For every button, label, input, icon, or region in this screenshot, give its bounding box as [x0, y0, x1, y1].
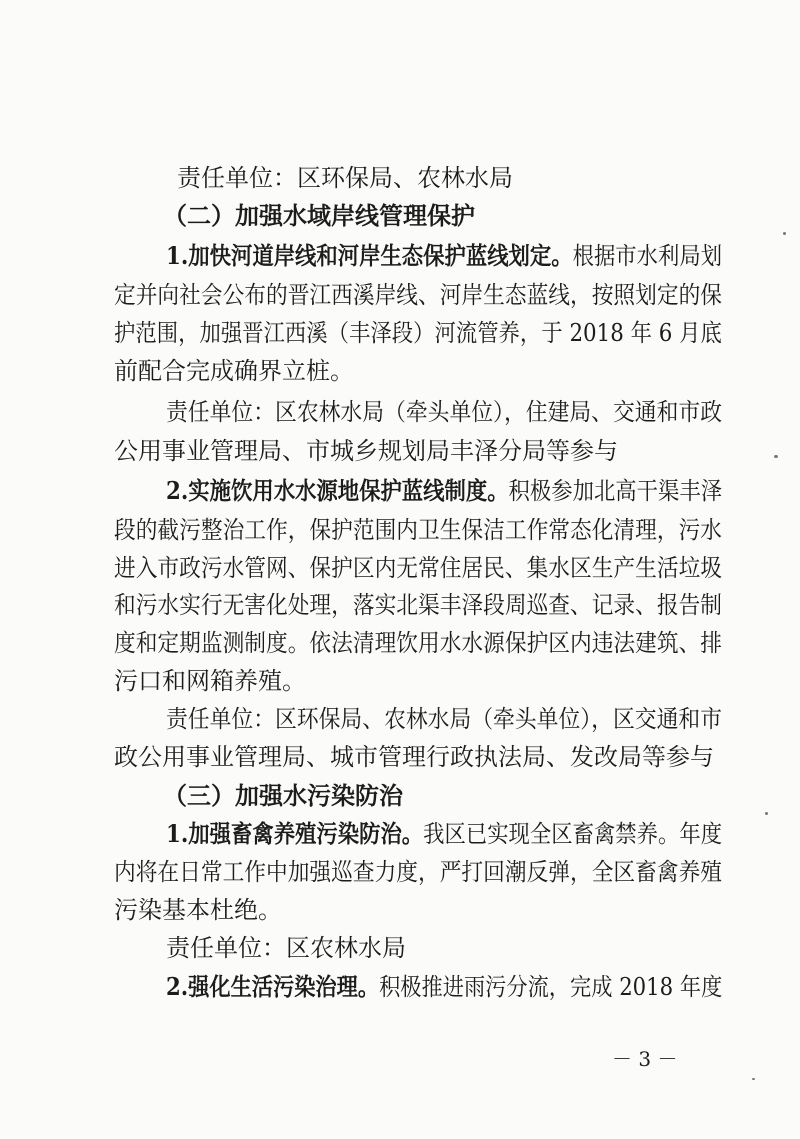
text-line: [166, 704, 722, 734]
line-text: 段的截污整治工作，保护范围内卫生保洁工作常态化清理，污水: [114, 516, 722, 544]
line-text: 根据市水利局划: [572, 242, 723, 270]
line-text: （二）加强水域岸线管理保护: [163, 201, 475, 230]
line-text: 责任单位：区环保局、农林水局（牵头单位），区交通和市: [166, 705, 722, 733]
text-line: [114, 280, 722, 310]
scan-speck: [765, 812, 768, 815]
item-heading: 1.加快河道岸线和河岸生态保护蓝线划定。: [166, 241, 573, 270]
text-line: [114, 628, 722, 658]
text-line: [177, 163, 513, 193]
text-line: [114, 436, 618, 466]
scan-speck: [752, 1078, 755, 1080]
line-text: 内将在日常工作中加强巡查力度，严打回潮反弹，全区畜禽养殖: [114, 858, 722, 886]
section-heading: [163, 201, 475, 231]
scan-speck: [783, 232, 786, 235]
line-text: 和污水实行无害化处理，落实北渠丰泽段周巡查、记录、报告制: [114, 591, 722, 619]
text-line: [114, 895, 282, 925]
scan-speck: [774, 455, 778, 458]
text-line: [166, 241, 722, 271]
text-line: [114, 857, 722, 887]
text-line: [114, 318, 722, 348]
line-text: 责任单位：区农林水局（牵头单位），住建局、交通和市政: [166, 398, 722, 426]
line-text: 积极推进雨污分流，完成 2018 年度: [379, 973, 723, 1001]
line-text: （三）加强水污染防治: [163, 781, 403, 810]
text-line: [166, 819, 722, 849]
item-heading: 1.加强畜禽养殖污染防治。: [166, 819, 424, 848]
text-line: [114, 515, 722, 545]
line-text: 定并向社会公布的晋江西溪岸线、河岸生态蓝线，按照划定的保: [114, 281, 722, 309]
line-text: 污口和网箱养殖。: [114, 667, 306, 695]
line-text: 公用事业管理局、市城乡规划局丰泽分局等参与: [114, 437, 618, 465]
line-text: 污染基本杜绝。: [114, 896, 282, 924]
line-text: 我区已实现全区畜禽禁养。年度: [423, 820, 723, 848]
line-text: 度和定期监测制度。依法清理饮用水水源保护区内违法建筑、排: [114, 629, 722, 657]
line-text: 前配合完成确界立桩。: [114, 357, 354, 385]
section-heading: [163, 781, 403, 811]
page-number: － 3 －: [612, 1047, 678, 1071]
text-line: [166, 397, 722, 427]
line-text: 责任单位：区农林水局: [166, 934, 406, 962]
line-text: 政公用事业管理局、城市管理行政执法局、发改局等参与: [114, 743, 714, 771]
item-heading: 2.实施饮用水水源地保护蓝线制度。: [166, 476, 509, 505]
text-line: [114, 590, 722, 620]
text-line: [114, 356, 354, 386]
line-text: 护范围，加强晋江西溪（丰泽段）河流管养，于 2018 年 6 月底: [114, 319, 722, 347]
text-line: [166, 972, 722, 1002]
text-line: [114, 553, 722, 583]
line-text: 进入市政污水管网、保护区内无常住居民、集水区生产生活垃圾: [114, 554, 722, 582]
text-line: [114, 666, 306, 696]
text-line: [166, 933, 406, 963]
item-heading: 2.强化生活污染治理。: [166, 972, 380, 1001]
line-text: 积极参加北高干渠丰泽: [508, 477, 723, 505]
text-line: [114, 742, 714, 772]
text-line: [166, 476, 722, 506]
line-text: 责任单位：区环保局、农林水局: [177, 164, 513, 192]
